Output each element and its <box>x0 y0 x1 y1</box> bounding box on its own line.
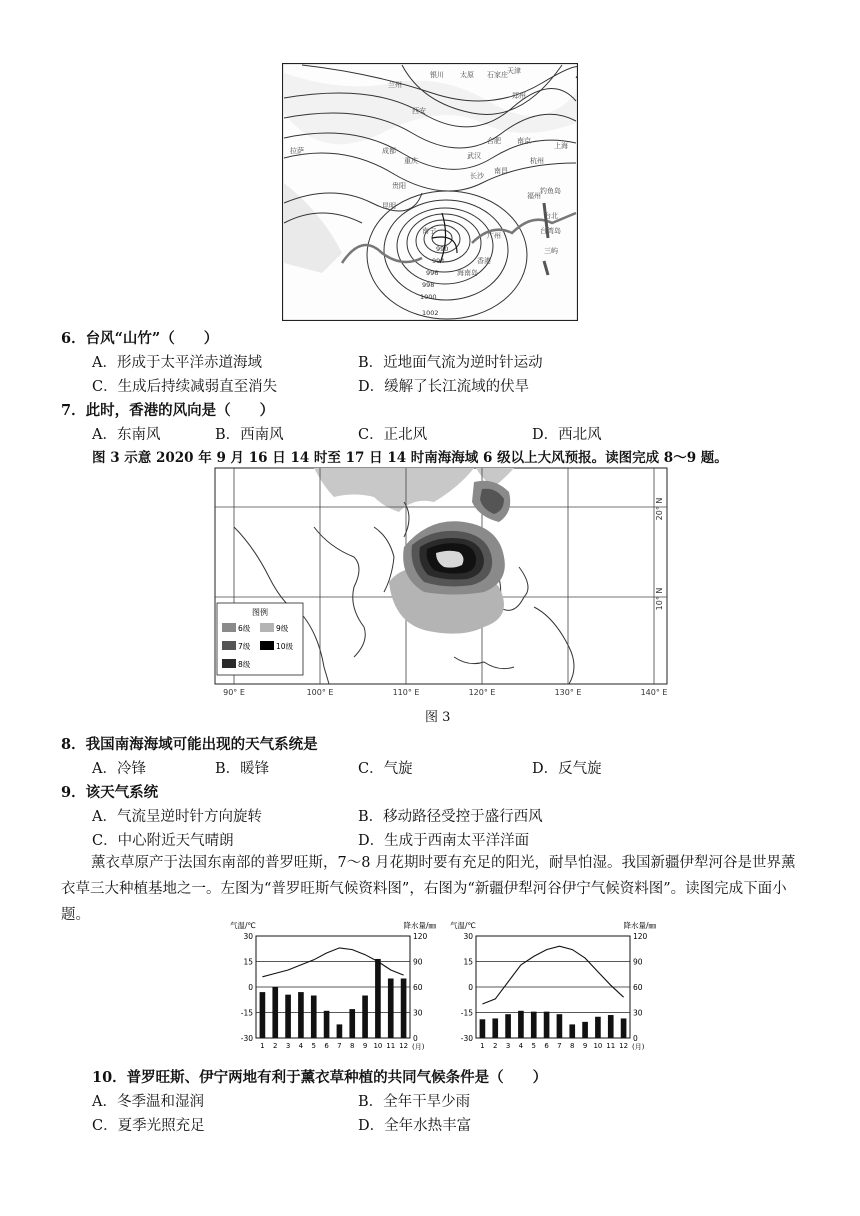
map1-city-label: 南京 <box>517 137 531 145</box>
month-tick-label: 7 <box>557 1042 562 1050</box>
month-tick-label: 1 <box>260 1042 265 1050</box>
temperature-tick-label: 0 <box>248 983 253 992</box>
month-tick-label: 10 <box>593 1042 603 1050</box>
map1-city-label: 天津 <box>507 67 521 75</box>
precipitation-bar <box>337 1024 343 1038</box>
legend-title: 图例 <box>252 608 268 617</box>
month-tick-label: 6 <box>324 1042 329 1050</box>
map1-city-label: 台北 <box>544 212 558 220</box>
temperature-axis-label: 气温/℃ <box>450 921 476 930</box>
month-tick-label: 11 <box>606 1042 616 1050</box>
map1-city-label: 昆明 <box>382 202 396 210</box>
month-tick-label: 5 <box>311 1042 316 1050</box>
isobar-label: 996 <box>426 269 439 277</box>
temperature-tick-label: -30 <box>240 1034 253 1043</box>
month-tick-label: 12 <box>619 1042 629 1050</box>
precipitation-bar <box>324 1011 330 1038</box>
q7-option-a[interactable]: A．东南风 <box>92 427 161 443</box>
map1-city-label: 南昌 <box>494 167 508 175</box>
month-tick-label: 2 <box>493 1042 498 1050</box>
q9-option-c[interactable]: C．中心附近天气晴朗 <box>92 833 234 849</box>
month-tick-label: 8 <box>350 1042 355 1050</box>
map1-city-label: 海南岛 <box>457 269 478 277</box>
precipitation-tick-label: 0 <box>413 1034 418 1043</box>
longitude-label: 140° E <box>640 688 668 697</box>
month-tick-label: 8 <box>570 1042 575 1050</box>
q9-option-b[interactable]: B．移动路径受控于盛行西风 <box>358 809 543 825</box>
map1-city-label: 西安 <box>412 107 426 115</box>
month-tick-label: 6 <box>544 1042 549 1050</box>
map1-city-label: 长沙 <box>470 172 484 180</box>
temperature-axis-label: 气温/℃ <box>230 921 256 930</box>
climate-chart-provence <box>228 918 438 1064</box>
precipitation-bar <box>518 1011 524 1038</box>
q6-option-d[interactable]: D．缓解了长江流域的伏旱 <box>358 379 530 395</box>
month-unit-label: (月) <box>412 1043 425 1051</box>
legend-label: 9级 <box>276 624 289 633</box>
longitude-label: 100° E <box>306 688 334 697</box>
isobar-label: 994 <box>432 257 445 265</box>
temperature-tick-label: 15 <box>463 957 473 967</box>
isobar-label: 998 <box>422 281 435 289</box>
map1-city-label: 太原 <box>460 71 474 79</box>
map1-city-label: 台湾岛 <box>540 227 561 235</box>
precipitation-tick-label: 120 <box>413 932 428 941</box>
precipitation-bar <box>298 992 304 1038</box>
temperature-tick-label: -30 <box>460 1034 473 1043</box>
map1-city-label: 郑州 <box>512 92 526 100</box>
isobar-label: 1000 <box>420 293 437 301</box>
q6-option-b[interactable]: B．近地面气流为逆时针运动 <box>358 355 543 371</box>
precipitation-bar <box>582 1022 588 1038</box>
figure-3-caption: 图 3 <box>425 710 451 725</box>
map1-city-label: 香港 <box>477 257 491 265</box>
question-9-stem: 9．该天气系统 <box>61 784 159 801</box>
precipitation-bar <box>401 979 407 1039</box>
q8-option-b[interactable]: B．暖锋 <box>215 761 270 777</box>
month-tick-label: 3 <box>285 1042 291 1050</box>
precipitation-bar <box>388 979 394 1039</box>
month-tick-label: 10 <box>373 1042 383 1050</box>
map1-city-label: 合肥 <box>487 137 501 145</box>
latitude-label: 20° N <box>655 497 664 521</box>
month-tick-label: 3 <box>505 1042 511 1050</box>
q10-option-c[interactable]: C．夏季光照充足 <box>92 1118 205 1134</box>
legend-swatch <box>222 623 236 632</box>
month-tick-label: 7 <box>337 1042 342 1050</box>
legend-label: 10级 <box>276 642 294 651</box>
precipitation-bar <box>544 1012 550 1038</box>
legend-swatch <box>222 641 236 650</box>
legend-swatch <box>222 659 236 668</box>
temperature-tick-label: 15 <box>243 957 253 967</box>
precipitation-bar <box>311 996 317 1039</box>
question-7-stem: 7．此时，香港的风向是（ ） <box>61 402 275 419</box>
q6-option-a[interactable]: A．形成于太平洋赤道海域 <box>92 355 262 371</box>
precipitation-tick-label: 0 <box>633 1034 638 1043</box>
climate-chart-yining <box>448 918 658 1064</box>
precipitation-tick-label: 30 <box>413 1008 423 1018</box>
q9-option-a[interactable]: A．气流呈逆时针方向旋转 <box>92 809 262 825</box>
precipitation-bar <box>621 1018 627 1038</box>
map1-city-label: 钓鱼岛 <box>540 187 561 195</box>
precipitation-tick-label: 90 <box>633 957 643 967</box>
legend-label: 8级 <box>238 660 251 669</box>
longitude-label: 130° E <box>554 688 582 697</box>
q7-option-b[interactable]: B．西南风 <box>215 427 284 443</box>
temperature-curve <box>482 946 623 1004</box>
typhoon-isobar-map <box>282 63 578 321</box>
precipitation-tick-label: 90 <box>413 957 423 967</box>
precipitation-bar <box>362 996 368 1039</box>
intro-10: 薰衣草原产于法国东南部的普罗旺斯，7～8 月花期时要有充足的阳光，耐旱怕湿。我国新疆伊犁河谷是世界薰衣草三大种植基地之一。左图为“普罗旺斯气候资料图”，右图为“新疆伊犁河谷伊宁气候资料图”。读图完成下面小题。 <box>61 855 796 923</box>
month-tick-label: 11 <box>386 1042 396 1050</box>
month-tick-label: 9 <box>582 1042 588 1050</box>
question-8-stem: 8．我国南海海域可能出现的天气系统是 <box>61 736 318 753</box>
map1-city-label: 三屿 <box>544 247 558 255</box>
map1-city-label: 银川 <box>430 71 444 79</box>
map1-city-label: 杭州 <box>530 157 544 165</box>
precipitation-bar <box>505 1014 511 1038</box>
month-tick-label: 9 <box>362 1042 368 1050</box>
month-tick-label: 1 <box>480 1042 485 1050</box>
map1-city-label: 重庆 <box>404 157 418 165</box>
q9-option-d[interactable]: D．生成于西南太平洋洋面 <box>358 833 530 849</box>
month-unit-label: (月) <box>632 1043 645 1051</box>
temperature-curve <box>262 948 403 977</box>
q8-option-a[interactable]: A．冷锋 <box>92 761 146 777</box>
precipitation-bar <box>531 1012 537 1038</box>
precipitation-bar <box>569 1024 575 1038</box>
latitude-label: 10° N <box>655 587 664 611</box>
question-6-stem: 6．台风“山竹”（ ） <box>61 330 219 347</box>
precipitation-bar <box>595 1017 601 1038</box>
map1-city-label: 上海 <box>554 142 568 150</box>
temperature-tick-label: 30 <box>463 932 473 941</box>
precipitation-bar <box>375 959 381 1038</box>
precipitation-tick-label: 60 <box>633 983 643 992</box>
longitude-label: 110° E <box>392 688 420 697</box>
map1-city-label: 贵阳 <box>392 182 406 190</box>
map1-city-label: 武汉 <box>467 152 481 160</box>
q7-option-d[interactable]: D．西北风 <box>532 427 602 443</box>
precipitation-bar <box>557 1014 563 1038</box>
map1-city-label: 福州 <box>527 192 541 200</box>
precipitation-axis-label: 降水量/㎜ <box>403 921 436 930</box>
month-tick-label: 4 <box>518 1042 524 1050</box>
precipitation-tick-label: 30 <box>633 1008 643 1018</box>
month-tick-label: 12 <box>399 1042 409 1050</box>
longitude-label: 90° E <box>223 688 245 697</box>
precipitation-bar <box>608 1015 614 1038</box>
legend-swatch <box>260 623 274 632</box>
legend-label: 6级 <box>238 624 251 633</box>
q10-option-d[interactable]: D．全年水热丰富 <box>358 1118 472 1134</box>
month-tick-label: 4 <box>298 1042 304 1050</box>
map1-city-label: 石家庄 <box>487 71 508 79</box>
precipitation-bar <box>285 995 291 1038</box>
month-tick-label: 5 <box>531 1042 536 1050</box>
temperature-tick-label: -15 <box>460 1008 473 1018</box>
month-tick-label: 2 <box>273 1042 278 1050</box>
temperature-tick-label: -15 <box>240 1008 253 1018</box>
question-10-stem: 10．普罗旺斯、伊宁两地有利于薰衣草种植的共同气候条件是（ ） <box>92 1069 548 1086</box>
legend-swatch <box>260 641 274 650</box>
precipitation-axis-label: 降水量/㎜ <box>623 921 656 930</box>
legend-label: 7级 <box>238 642 251 651</box>
map1-city-label: 成都 <box>382 147 396 155</box>
precipitation-bar <box>492 1018 498 1038</box>
intro-8-9: 图 3 示意 2020 年 9 月 16 日 14 时至 17 日 14 时南海海域 6 级以上大风预报。读图完成 8～9 题。 <box>92 450 728 466</box>
precipitation-tick-label: 60 <box>413 983 423 992</box>
precipitation-bar <box>272 987 278 1038</box>
temperature-tick-label: 0 <box>468 983 473 992</box>
precipitation-bar <box>480 1019 486 1038</box>
map1-city-label: 广州 <box>487 232 501 240</box>
q8-option-c[interactable]: C．气旋 <box>358 761 413 777</box>
q7-option-c[interactable]: C．正北风 <box>358 427 428 443</box>
precipitation-tick-label: 120 <box>633 932 648 941</box>
longitude-label: 120° E <box>468 688 496 697</box>
isobar-label: 1002 <box>422 309 439 317</box>
isobar-label: 990 <box>436 245 449 253</box>
precipitation-bar <box>349 1009 355 1038</box>
q10-option-b[interactable]: B．全年干旱少雨 <box>358 1094 471 1110</box>
map1-city-label: 拉萨 <box>290 147 304 155</box>
q6-option-c[interactable]: C．生成后持续减弱直至消失 <box>92 379 278 395</box>
q8-option-d[interactable]: D．反气旋 <box>532 761 602 777</box>
map1-city-label: 兰州 <box>388 81 402 89</box>
q10-option-a[interactable]: A．冬季温和湿润 <box>92 1094 204 1110</box>
map1-city-label: 南宁 <box>422 227 436 235</box>
precipitation-bar <box>260 992 266 1038</box>
temperature-tick-label: 30 <box>243 932 253 941</box>
wind-forecast-map <box>214 467 670 699</box>
